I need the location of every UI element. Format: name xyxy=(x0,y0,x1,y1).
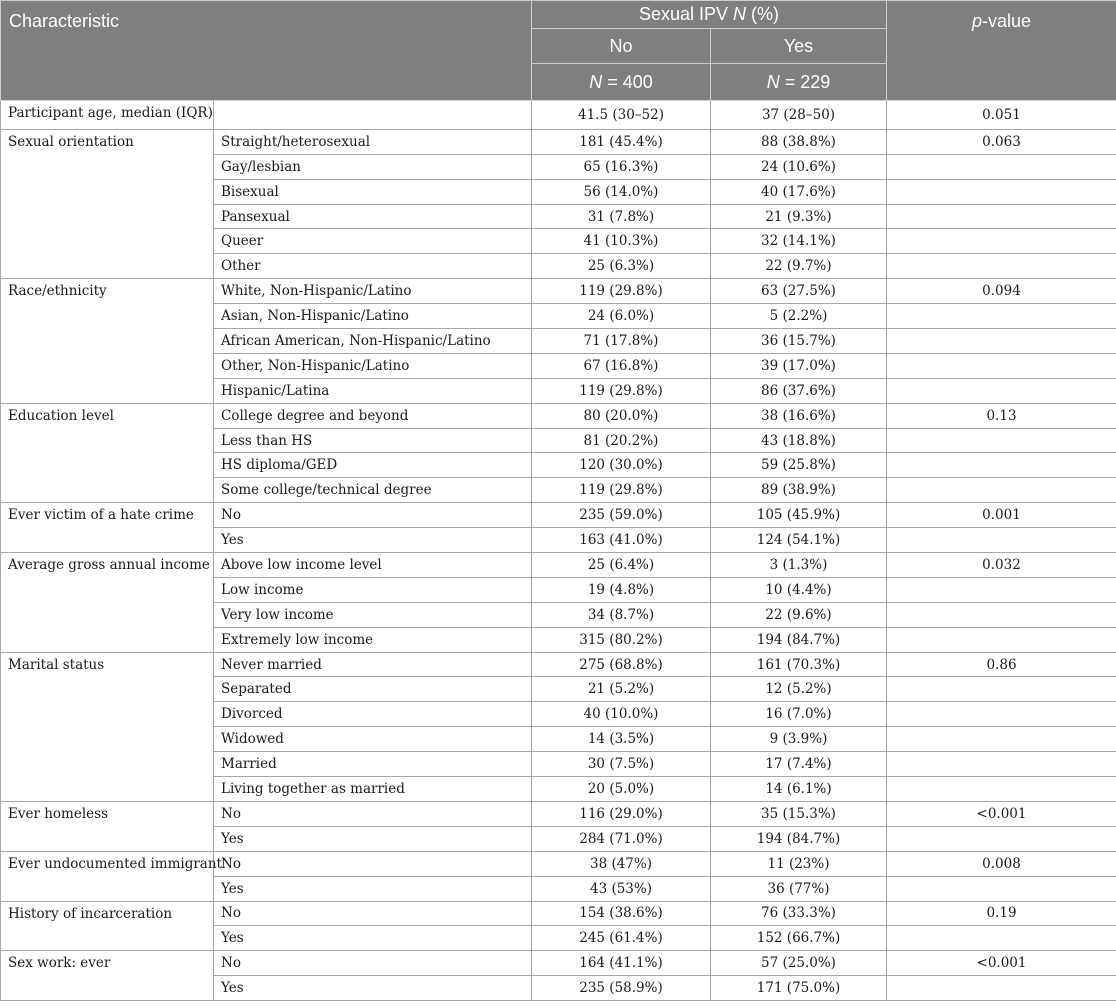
no-count-cell: 67 (16.8%) xyxy=(532,353,711,378)
p-value-cell xyxy=(887,876,1116,901)
table-row xyxy=(1,951,1116,976)
p-value-cell xyxy=(887,627,1116,652)
no-count-cell: 235 (58.9%) xyxy=(532,976,711,1001)
p-value-cell xyxy=(887,677,1116,702)
yes-count-cell: 12 (5.2%) xyxy=(711,677,887,702)
yes-count-cell: 35 (15.3%) xyxy=(711,801,887,826)
no-count-cell: 284 (71.0%) xyxy=(532,826,711,851)
p-value-cell xyxy=(887,329,1116,354)
table-row xyxy=(1,901,1116,926)
yes-count-cell: 3 (1.3%) xyxy=(711,553,887,578)
no-count-cell: 20 (5.0%) xyxy=(532,777,711,802)
yes-count-cell: 88 (38.8%) xyxy=(711,129,887,154)
p-value-cell xyxy=(887,229,1116,254)
p-value-cell xyxy=(887,304,1116,329)
yes-count-cell: 22 (9.6%) xyxy=(711,602,887,627)
p-value-cell xyxy=(887,254,1116,279)
table-row xyxy=(1,503,1116,528)
yes-count-cell: 63 (27.5%) xyxy=(711,279,887,304)
p-value-cell xyxy=(887,179,1116,204)
p-value-cell: 0.001 xyxy=(887,503,1116,528)
no-count-cell: 71 (17.8%) xyxy=(532,329,711,354)
characteristic-cell: Ever victim of a hate crime xyxy=(1,503,214,553)
table-row xyxy=(1,801,1116,826)
no-count-cell: 40 (10.0%) xyxy=(532,702,711,727)
subcategory-cell: HS diploma/GED xyxy=(214,453,532,478)
p-value-cell xyxy=(887,528,1116,553)
table-body xyxy=(1,101,1116,1001)
subcategory-cell: Living together as married xyxy=(214,777,532,802)
characteristic-cell: Education level xyxy=(1,403,214,503)
subcategory-cell: Above low income level xyxy=(214,553,532,578)
subcategory-cell: Yes xyxy=(214,976,532,1001)
yes-count-cell: 40 (17.6%) xyxy=(711,179,887,204)
p-value-cell xyxy=(887,577,1116,602)
yes-count-cell: 39 (17.0%) xyxy=(711,353,887,378)
subcategory-cell: No xyxy=(214,901,532,926)
p-value-cell: 0.063 xyxy=(887,129,1116,154)
p-value-cell xyxy=(887,378,1116,403)
yes-count-cell: 152 (66.7%) xyxy=(711,926,887,951)
header-n-yes-value: = 229 xyxy=(779,71,831,92)
p-value-cell: 0.86 xyxy=(887,652,1116,677)
p-value-cell xyxy=(887,204,1116,229)
subcategory-cell: Queer xyxy=(214,229,532,254)
p-value-cell: 0.19 xyxy=(887,901,1116,926)
yes-count-cell: 57 (25.0%) xyxy=(711,951,887,976)
no-count-cell: 315 (80.2%) xyxy=(532,627,711,652)
subcategory-cell: Other, Non-Hispanic/Latino xyxy=(214,353,532,378)
p-value-cell: 0.094 xyxy=(887,279,1116,304)
subcategory-cell: Straight/heterosexual xyxy=(214,129,532,154)
characteristic-cell: Ever homeless xyxy=(1,801,214,851)
header-group-suffix: (%) xyxy=(746,4,780,24)
no-count-cell: 43 (53%) xyxy=(532,876,711,901)
table-row xyxy=(1,403,1116,428)
header-p-value xyxy=(887,1,1116,101)
yes-count-cell: 105 (45.9%) xyxy=(711,503,887,528)
yes-count-cell: 32 (14.1%) xyxy=(711,229,887,254)
subcategory-cell: White, Non-Hispanic/Latino xyxy=(214,279,532,304)
yes-count-cell: 194 (84.7%) xyxy=(711,627,887,652)
header-n-yes xyxy=(711,64,887,101)
yes-count-cell: 21 (9.3%) xyxy=(711,204,887,229)
table-row xyxy=(1,101,1116,130)
no-count-cell: 31 (7.8%) xyxy=(532,204,711,229)
no-count-cell: 19 (4.8%) xyxy=(532,577,711,602)
no-count-cell: 65 (16.3%) xyxy=(532,154,711,179)
p-value-cell xyxy=(887,777,1116,802)
no-count-cell: 119 (29.8%) xyxy=(532,478,711,503)
subcategory-cell: Separated xyxy=(214,677,532,702)
subcategory-cell: Pansexual xyxy=(214,204,532,229)
subcategory-cell: Hispanic/Latina xyxy=(214,378,532,403)
no-count-cell: 235 (59.0%) xyxy=(532,503,711,528)
p-value-cell: 0.13 xyxy=(887,403,1116,428)
p-value-cell xyxy=(887,702,1116,727)
characteristic-cell: Race/ethnicity xyxy=(1,279,214,403)
subcategory-cell: Divorced xyxy=(214,702,532,727)
no-count-cell: 154 (38.6%) xyxy=(532,901,711,926)
table-header xyxy=(1,1,1116,101)
no-count-cell: 30 (7.5%) xyxy=(532,752,711,777)
yes-count-cell: 124 (54.1%) xyxy=(711,528,887,553)
characteristic-cell: Average gross annual income xyxy=(1,553,214,653)
subcategory-cell: Other xyxy=(214,254,532,279)
no-count-cell: 14 (3.5%) xyxy=(532,727,711,752)
no-count-cell: 25 (6.3%) xyxy=(532,254,711,279)
p-value-cell: 0.032 xyxy=(887,553,1116,578)
subcategory-cell xyxy=(214,101,532,130)
no-count-cell: 25 (6.4%) xyxy=(532,553,711,578)
header-no: No xyxy=(532,29,711,64)
subcategory-cell: Asian, Non-Hispanic/Latino xyxy=(214,304,532,329)
subcategory-cell: Bisexual xyxy=(214,179,532,204)
yes-count-cell: 14 (6.1%) xyxy=(711,777,887,802)
header-sexual-ipv xyxy=(532,1,887,29)
no-count-cell: 119 (29.8%) xyxy=(532,378,711,403)
header-n-label: N xyxy=(589,71,603,92)
header-n-no-value: = 400 xyxy=(602,71,653,92)
p-value-cell xyxy=(887,826,1116,851)
yes-count-cell: 76 (33.3%) xyxy=(711,901,887,926)
characteristic-cell: Marital status xyxy=(1,652,214,801)
yes-count-cell: 16 (7.0%) xyxy=(711,702,887,727)
yes-count-cell: 22 (9.7%) xyxy=(711,254,887,279)
no-count-cell: 245 (61.4%) xyxy=(532,926,711,951)
yes-count-cell: 86 (37.6%) xyxy=(711,378,887,403)
yes-count-cell: 43 (18.8%) xyxy=(711,428,887,453)
p-value-cell xyxy=(887,752,1116,777)
p-value-cell xyxy=(887,428,1116,453)
no-count-cell: 120 (30.0%) xyxy=(532,453,711,478)
no-count-cell: 275 (68.8%) xyxy=(532,652,711,677)
no-count-cell: 181 (45.4%) xyxy=(532,129,711,154)
subcategory-cell: Very low income xyxy=(214,602,532,627)
no-count-cell: 81 (20.2%) xyxy=(532,428,711,453)
p-value-cell xyxy=(887,602,1116,627)
subcategory-cell: Yes xyxy=(214,826,532,851)
subcategory-cell: Married xyxy=(214,752,532,777)
p-value-cell xyxy=(887,976,1116,1001)
subcategory-cell: Yes xyxy=(214,876,532,901)
no-count-cell: 80 (20.0%) xyxy=(532,403,711,428)
yes-count-cell: 10 (4.4%) xyxy=(711,577,887,602)
no-count-cell: 56 (14.0%) xyxy=(532,179,711,204)
header-yes: Yes xyxy=(711,29,887,64)
subcategory-cell: Extremely low income xyxy=(214,627,532,652)
yes-count-cell: 171 (75.0%) xyxy=(711,976,887,1001)
yes-count-cell: 89 (38.9%) xyxy=(711,478,887,503)
p-value-cell xyxy=(887,727,1116,752)
yes-count-cell: 11 (23%) xyxy=(711,851,887,876)
yes-count-cell: 24 (10.6%) xyxy=(711,154,887,179)
yes-count-cell: 5 (2.2%) xyxy=(711,304,887,329)
no-count-cell: 164 (41.1%) xyxy=(532,951,711,976)
subcategory-cell: Less than HS xyxy=(214,428,532,453)
header-n-no xyxy=(532,64,711,101)
characteristic-cell: Sexual orientation xyxy=(1,129,214,278)
subcategory-cell: No xyxy=(214,801,532,826)
yes-count-cell: 194 (84.7%) xyxy=(711,826,887,851)
characteristic-cell: Sex work: ever xyxy=(1,951,214,1001)
header-group-prefix: Sexual IPV xyxy=(638,4,734,24)
header-group-n: N xyxy=(733,4,747,24)
subcategory-cell: No xyxy=(214,951,532,976)
p-value-cell xyxy=(887,453,1116,478)
subcategory-cell: Yes xyxy=(214,926,532,951)
no-count-cell: 119 (29.8%) xyxy=(532,279,711,304)
header-p-italic: p xyxy=(971,11,982,31)
header-n-label: N xyxy=(766,71,780,92)
p-value-cell xyxy=(887,154,1116,179)
subcategory-cell: Some college/technical degree xyxy=(214,478,532,503)
p-value-cell: <0.001 xyxy=(887,951,1116,976)
p-value-cell: 0.051 xyxy=(887,101,1116,130)
characteristic-cell: Participant age, median (IQR) xyxy=(1,101,214,130)
subcategory-cell: No xyxy=(214,851,532,876)
table-row xyxy=(1,553,1116,578)
no-count-cell: 24 (6.0%) xyxy=(532,304,711,329)
yes-count-cell: 59 (25.8%) xyxy=(711,453,887,478)
yes-count-cell: 9 (3.9%) xyxy=(711,727,887,752)
subcategory-cell: Low income xyxy=(214,577,532,602)
subcategory-cell: Yes xyxy=(214,528,532,553)
no-count-cell: 163 (41.0%) xyxy=(532,528,711,553)
table-row xyxy=(1,279,1116,304)
yes-count-cell: 17 (7.4%) xyxy=(711,752,887,777)
yes-count-cell: 36 (15.7%) xyxy=(711,329,887,354)
subcategory-cell: No xyxy=(214,503,532,528)
subcategory-cell: Gay/lesbian xyxy=(214,154,532,179)
yes-count-cell: 161 (70.3%) xyxy=(711,652,887,677)
no-count-cell: 41.5 (30–52) xyxy=(532,101,711,130)
characteristic-cell: Ever undocumented immigrant xyxy=(1,851,214,901)
p-value-cell xyxy=(887,926,1116,951)
no-count-cell: 21 (5.2%) xyxy=(532,677,711,702)
header-characteristic: Characteristic xyxy=(1,1,532,101)
subcategory-cell: College degree and beyond xyxy=(214,403,532,428)
subcategory-cell: Never married xyxy=(214,652,532,677)
yes-count-cell: 36 (77%) xyxy=(711,876,887,901)
header-p-suffix: -value xyxy=(981,11,1032,31)
subcategory-cell: Widowed xyxy=(214,727,532,752)
characteristic-cell: History of incarceration xyxy=(1,901,214,951)
p-value-cell: <0.001 xyxy=(887,801,1116,826)
p-value-cell: 0.008 xyxy=(887,851,1116,876)
p-value-cell xyxy=(887,478,1116,503)
no-count-cell: 41 (10.3%) xyxy=(532,229,711,254)
no-count-cell: 34 (8.7%) xyxy=(532,602,711,627)
table-row xyxy=(1,652,1116,677)
subcategory-cell: African American, Non-Hispanic/Latino xyxy=(214,329,532,354)
no-count-cell: 116 (29.0%) xyxy=(532,801,711,826)
p-value-cell xyxy=(887,353,1116,378)
yes-count-cell: 37 (28–50) xyxy=(711,101,887,130)
table-row xyxy=(1,851,1116,876)
no-count-cell: 38 (47%) xyxy=(532,851,711,876)
table-row xyxy=(1,129,1116,154)
yes-count-cell: 38 (16.6%) xyxy=(711,403,887,428)
